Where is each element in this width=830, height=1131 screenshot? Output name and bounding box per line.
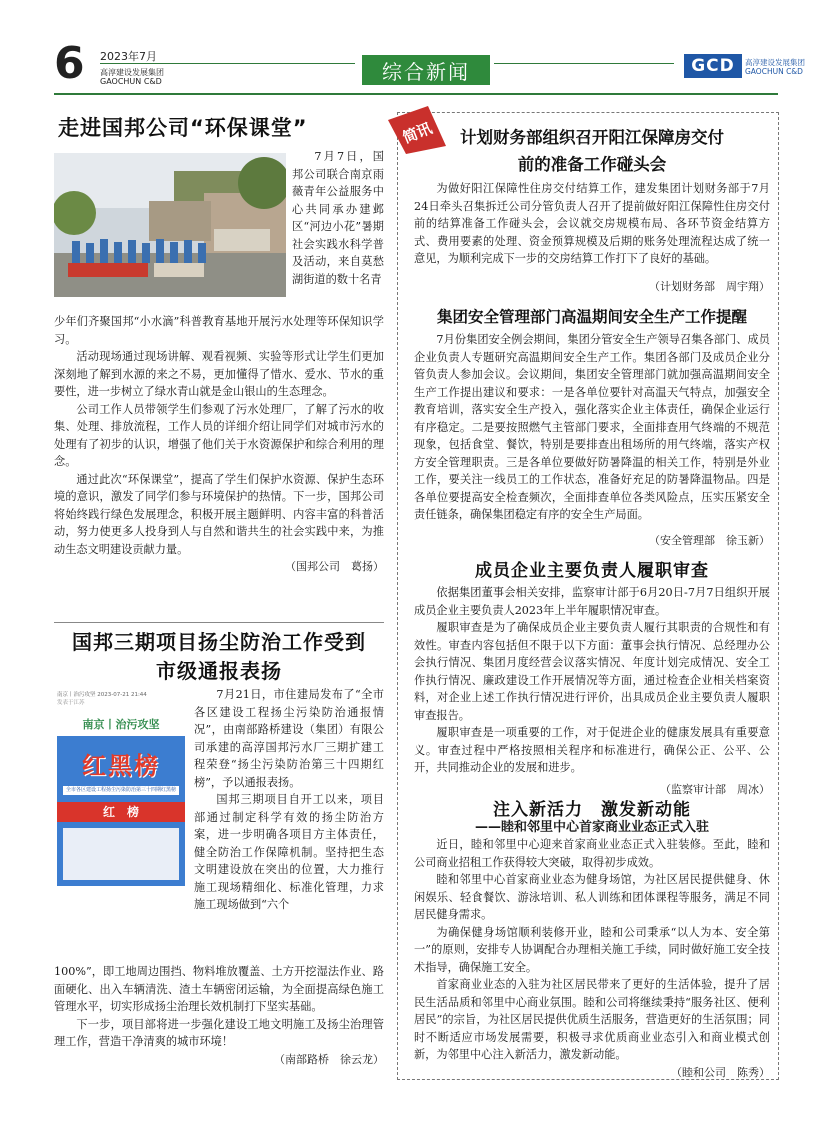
brief4-body bbox=[414, 836, 770, 1082]
image-poster bbox=[57, 736, 185, 886]
article1-photo bbox=[54, 153, 286, 297]
brief4-paragraph: 睦和邻里中心首家商业业态为健身场馆，为社区居民提供健身、休闲娱乐、轻食餐饮、游泳培训、私人训练和团体课程等服务，满足不同居民健身需求。 bbox=[414, 873, 770, 921]
logo-caption bbox=[745, 58, 805, 76]
brief4-paragraph: 为确保健身场馆顺利装修开业，睦和公司秉承“以人为本、安全第一”的原则，安排专人协调配合办理相关施工手续，同时做好施工安全技术指导，确保施工安全。 bbox=[414, 925, 770, 974]
brief-badge-label: 简讯 bbox=[400, 118, 435, 147]
brief4-title: 注入新活力 激发新动能 bbox=[493, 800, 691, 820]
brief1-title-line1: 计划财务部组织召开阳江保障房交付 bbox=[460, 128, 724, 147]
article1-body bbox=[54, 313, 384, 576]
brief3-paragraph: 履职审查是一项重要的工作，对于促进企业的健康发展具有重要意义。审查过程中严格按照相关程序和标准进行，确保公正、公平、公开，共同推动企业的发展和进步。 bbox=[414, 726, 770, 774]
issue-date: 2023年7月 bbox=[100, 50, 157, 63]
article2-paragraph: 国邦三期项目自开工以来，项目部通过制定科学有效的扬尘防治方案，进一步明确各项目方主体责任，健全防治工作保障机制。坚持把生态文明建设放在突出的位置，大力推行施工现场精细化、标准化管理，力求施工现场做到“六个 bbox=[194, 793, 384, 911]
image-topline: 南京丨治污攻坚 2023-07-21 21:44 bbox=[57, 692, 147, 698]
article1-paragraph: 活动现场通过现场讲解、观看视频、实验等形式让学生们更加深刻地了解到水源的来之不易，更加懂得了惜水、爱水、节水的重要性，进一步树立了绿水青山就是金山银山的生态理念。 bbox=[54, 350, 384, 398]
image-table bbox=[63, 828, 179, 880]
logo-caption-en: GAOCHUN C&D bbox=[745, 67, 803, 76]
logo-caption-cn: 高淳建设发展集团 bbox=[745, 58, 805, 67]
article2-paragraph: 7月21日，市住建局发布了“全市各区建设工程扬尘污染防治通报情况”，由南部路桥建设（集团）有限公司承建的高淳国邦污水厂三期扩建工程荣登“扬尘污染防治第三十四期红榜”，予以通报表扬。 bbox=[194, 688, 384, 789]
image-banner: 红黑榜 bbox=[82, 752, 160, 780]
article2-title-line1: 国邦三期项目扬尘防治工作受到 bbox=[72, 630, 366, 654]
section-title: 综合新闻 bbox=[362, 55, 490, 85]
brief3-paragraph: 履职审查是为了确保成员企业主要负责人履行其职责的合规性和有效性。审查内容包括但不限于以下方面：董事会执行情况、总经理办公会执行情况、集团月度经营会议落实情况、年度计划完成情况、安全工作执行情况、廉政建设工作开展情况等方面，通过检查企业相关档案资料，对企业上述工作执行情况进行评价，出具成员企业主要负责人履职审查报告。 bbox=[414, 621, 770, 722]
header-rule-right bbox=[494, 63, 674, 64]
article1-paragraph: 少年们齐聚国邦“小水滴”科普教育基地开展污水处理等环保知识学习。 bbox=[54, 315, 384, 346]
brief4-paragraph: 首家商业业态的入驻为社区居民带来了更好的生活体验，提升了居民生活品质和邻里中心商业氛围。睦和公司将继续秉持“服务社区、便利居民”的宗旨，为社区居民提供优质生活服务，营造更好的生活氛围；同时不断适应市场发展需要，积极寻求优质商业业态引入和商业模式创新，为邻里中心注入新活力，激发新动能。 bbox=[414, 978, 770, 1061]
article1-intro-wrap: 7月7日，国邦公司联合南京雨薇青年公益服务中心共同承办建邺区“河边小花”暑期社会实践水科学普及活动，来自莫愁湖街道的数十名青 bbox=[292, 150, 384, 286]
gcd-logo: GCD bbox=[684, 54, 742, 78]
article1-title: 走进国邦公司“环保课堂” bbox=[58, 116, 308, 140]
article2-image bbox=[57, 690, 185, 895]
brief3-signature: （监察审计部 周冰） bbox=[660, 782, 770, 796]
article1-paragraph: 通过此次“环保课堂”，提高了学生们保护水资源、保护生态环境的意识，激发了同学们参与环境保护的热情。下一步，国邦公司将始终践行绿色发展理念，积极开展主题鲜明、内容丰富的科普活动，努力使更多人投身到人与自然和谐共生的社会实践中来，为推动生态文明建设贡献力量。 bbox=[54, 472, 384, 556]
image-label: 红 榜 bbox=[57, 802, 185, 822]
brief1-title bbox=[414, 124, 770, 178]
brief4-subtitle: ——睦和邻里中心首家商业业态正式入驻 bbox=[474, 820, 709, 835]
publisher-name-cn: 高淳建设发展集团 bbox=[100, 68, 164, 77]
brief2-body bbox=[414, 331, 770, 550]
brief1-paragraph: 为做好阳江保障性住房交付结算工作，建发集团计划财务部于7月24日牵头召集拆迁公司分管负责人召开了提前做好阳江保障性住房交付前的结算准备工作碰头会，会议就交房规模布局、各环节资金结算方式、费用要素的处理、资金预算规模及后期的账务处理流程达成了统一意见，为顺利完成下一步的交房结算工作打下了良好的基础。 bbox=[414, 182, 770, 265]
brief2-paragraph: 7月份集团安全例会期间，集团分管安全生产领导召集各部门、成员企业负责人专题研究高温期间安全生产工作。集团各部门及成员企业分管负责人参加会议。会议期间，集团安全管理部门就加强高温期间安全生产工作提出建议和要求：一是各单位要针对高温天气特点，加强安全教育培训，落实安全生产投入，强化落实企业主体责任，确保企业运行有序稳定。二是要按照燃气主管部门要求，全面排查用气终端的不规范现象，包括食堂、餐饮，特别是要排查出租场所的用气终端，落实产权方安全管理职责。三是各单位要做好防暑降温的相关工作，特别是外业工作，要关注一线员工的工作状态，准备好充足的防暑降温物品。四是各单位要提高安全检查频次，全面排查单位各类风险点，压实压紧安全责任链条，确保集团稳定有序的安全生产局面。 bbox=[414, 333, 770, 521]
image-strip: 全市各区建设工程扬尘污染防治第三十四期红黑榜 bbox=[63, 786, 179, 795]
article2-paragraph: 100%”，即工地周边围挡、物料堆放覆盖、土方开挖湿法作业、路面硬化、出入车辆清洗、渣土车辆密闭运输，为全面提高绿色施工管理水平，切实形成扬尘治理长效机制打下坚实基础。 bbox=[54, 965, 384, 1013]
brief4-paragraph: 近日，睦和邻里中心迎来首家商业业态正式入驻装修。至此，睦和公司商业招租工作获得较大突破，取得初步成效。 bbox=[414, 838, 770, 869]
page-number: 6 bbox=[54, 38, 85, 89]
publisher-name bbox=[100, 68, 164, 86]
brief3-title: 成员企业主要负责人履职审查 bbox=[475, 561, 709, 581]
article1-paragraph: 公司工作人员带领学生们参观了污水处理厂，了解了污水的收集、处理、排放流程，工作人员的详细介绍让同学们对城市污水的处理有了初步的认识，增强了他们关于水资源保护和综合利用的理念。 bbox=[54, 402, 384, 468]
article2-paragraph: 下一步，项目部将进一步强化建设工地文明施工及扬尘治理管理工作，营造干净清爽的城市环境！ bbox=[54, 1017, 384, 1048]
brief1-title-line2: 前的准备工作碰头会 bbox=[517, 155, 667, 174]
article2-intro-wrap bbox=[194, 686, 384, 914]
image-subline: 发表于江苏 bbox=[57, 700, 85, 706]
publisher-name-en: GAOCHUN C&D bbox=[100, 77, 162, 86]
image-brand: 南京丨治污攻坚 bbox=[82, 718, 160, 731]
article-divider bbox=[54, 622, 384, 623]
article2-body bbox=[54, 963, 384, 1069]
article2-signature: （南部路桥 徐云龙） bbox=[274, 1052, 384, 1066]
brief3-body bbox=[414, 584, 770, 799]
article1-signature: （国邦公司 葛扬） bbox=[285, 560, 384, 573]
header-rule-bottom bbox=[54, 93, 778, 95]
brief4-signature: （睦和公司 陈秀） bbox=[671, 1065, 770, 1079]
brief1-signature: （计划财务部 周宇翔） bbox=[649, 279, 770, 293]
brief1-body bbox=[414, 180, 770, 296]
article2-title-line2: 市级通报表扬 bbox=[156, 659, 282, 683]
brief2-title: 集团安全管理部门高温期间安全生产工作提醒 bbox=[436, 308, 747, 326]
brief2-signature: （安全管理部 徐玉新） bbox=[649, 533, 770, 547]
article2-title bbox=[54, 628, 384, 686]
brief3-paragraph: 依据集团董事会相关安排，监察审计部于6月20日-7月7日组织开展成员企业主要负责人2023年上半年履职情况审查。 bbox=[414, 586, 770, 617]
header-rule-left bbox=[100, 63, 355, 64]
